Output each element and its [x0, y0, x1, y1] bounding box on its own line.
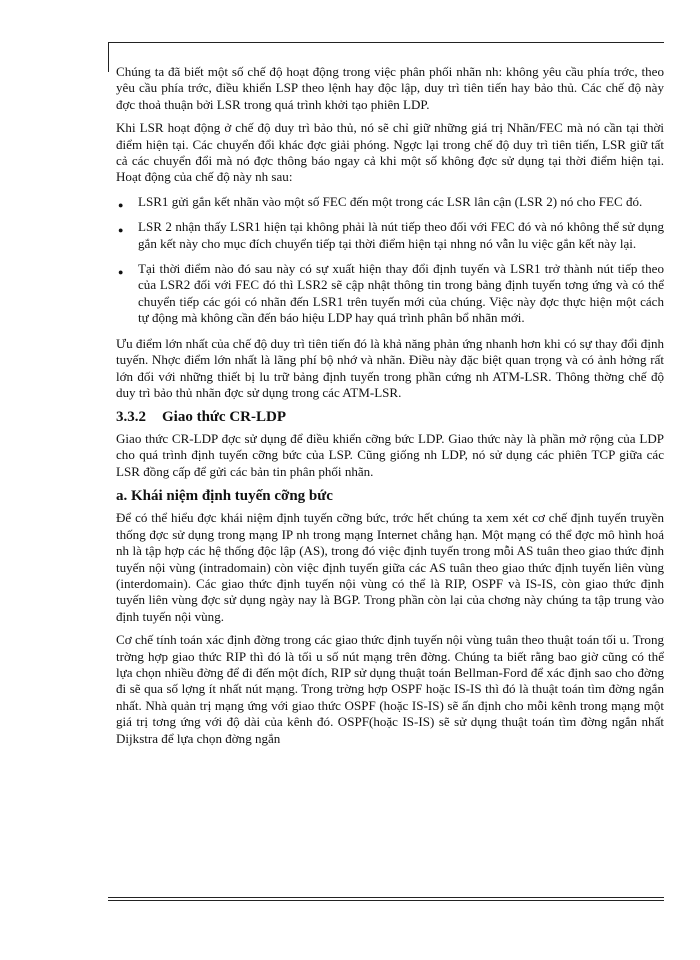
footer-rule	[108, 897, 664, 898]
header-rule	[108, 42, 664, 43]
section-title: Giao thức CR-LDP	[162, 409, 286, 426]
bullet-icon: ●	[118, 225, 124, 236]
bullet-icon: ●	[118, 267, 124, 278]
section-number: 3.3.2	[116, 409, 146, 426]
list-item	[116, 261, 664, 327]
bullet-icon: ●	[118, 199, 124, 210]
paragraph-path-computation: Cơ chế tính toán xác định đờng trong các giao thức định tuyến nội vùng tuân theo thuật toán tối u. Trong trờng hợp giao thức RIP thì đó là tối u số nút mạng trên đờng. Chúng ta biết rằng bao giờ cũng có thể lựa chọn nhiều đờng để đi đến một đích, RIP sử dụng thuật toán Bellman-Ford để xác định sao cho đờng đi sẽ qua số lợng ít nhất nút mạng. Trong trờng hợp OSPF hoặc IS-IS thì đó là thuật toán tìm đờng ngắn nhất. Nhà quản trị mạng ứng với giao thức OSPF (hoặc IS-IS) sẽ ấn định cho mỗi kênh trong mạng một giá trị tơng ứng với độ dài của kênh đó. OSPF(hoặc IS-IS) sẽ sử dụng thuật toán tìm đờng ngắn nhất Dijkstra để lựa chọn đờng ngắn	[116, 632, 664, 746]
list-item	[116, 219, 664, 252]
paragraph-routing-concept: Để có thể hiểu đợc khái niệm định tuyến cỡng bức, trớc hết chúng ta xem xét cơ chế định tuyến truyền thống đợc sử dụng trong mạng IP nh trong mạng Internet chẳng hạn. Một mạng có thể đợc mô hình hoá nh là tập hợp các hệ thống độc lập (AS), trong đó việc định tuyến trong mỗi AS tuân theo giao thức định tuyến nội vùng (intradomain) còn việc định tuyến giữa các AS tuân theo giao thức định tuyến liên vùng (interdomain). Các giao thức định tuyến nội vùng có thể là RIP, OSPF và IS-IS, còn giao thức định tuyến liên vùng đợc sử dụng ngày nay là BGP. Trong phần còn lại của chơng này chúng ta tập trung vào định tuyến nội vùng.	[116, 510, 664, 624]
page-body	[116, 64, 664, 754]
paragraph-intro: Chúng ta đã biết một số chế độ hoạt động trong việc phân phối nhãn nh: không yêu cầu phía trớc, theo yêu cầu phía trớc, điều khiển LSP theo lệnh hay độc lập, duy trì tiên tiến hay bảo thủ. Các chế độ này đợc thoả thuận bởi LSR trong quá trình khởi tạo phiên LDP.	[116, 64, 664, 112]
bullet-list	[116, 194, 664, 327]
list-item-text: LSR 2 nhận thấy LSR1 hiện tại không phải là nút tiếp theo đối với FEC đó và nó không thể sử dụng gắn kết này cho mục đích chuyển tiếp tại thời điểm hiện tại nhng nó vẫn lu việc gắn kết này lại.	[138, 219, 664, 251]
paragraph-retention-modes: Khi LSR hoạt động ở chế độ duy trì bảo thủ, nó sẽ chỉ giữ những giá trị Nhãn/FEC mà nó cần tại thời điểm hiện tại. Các chuyển đổi khác đợc giải phóng. Ngợc lại trong chế độ duy trì tiên tiến, LSR giữ tất cả các chuyển đổi mà nó đợc thông báo ngay cả khi một số không đợc sử dụng tại thời điểm hiện tại. Hoạt động của chế độ này nh sau:	[116, 120, 664, 185]
margin-rule	[108, 42, 109, 72]
paragraph-cr-ldp: Giao thức CR-LDP đợc sử dụng để điều khiển cỡng bức LDP. Giao thức này là phần mở rộng của LDP cho quá trình định tuyến cỡng bức của LSP. Cũng giống nh LDP, nó sử dụng các phiên TCP giữa các LSR đồng cấp để gửi các bản tin phân phối nhãn.	[116, 430, 664, 479]
list-item	[116, 194, 664, 210]
paragraph-advantages: Ưu điểm lớn nhất của chế độ duy trì tiên tiến đó là khả năng phản ứng nhanh hơn khi có sự thay đổi định tuyến. Nhợc điểm lớn nhất là lãng phí bộ nhớ và nhãn. Điều này đặc biệt quan trọng và có ảnh hởng rất lớn đối với những thiết bị lu trữ bảng định tuyến trong phần cứng nh ATM-LSR. Thông thờng chế độ duy trì bảo thủ nhãn đợc sử dụng trong các ATM-LSR.	[116, 335, 664, 400]
subsection-heading: a. Khái niệm định tuyến cỡng bức	[116, 487, 333, 504]
section-heading	[116, 409, 664, 425]
footer-rule-double	[108, 900, 664, 901]
list-item-text: LSR1 gửi gắn kết nhãn vào một số FEC đến một trong các LSR lân cận (LSR 2) nó cho FEC đó.	[138, 193, 643, 209]
list-item-text: Tại thời điểm nào đó sau này có sự xuất hiện thay đổi định tuyến và LSR1 trở thành nút tiếp theo của LSR2 đối với FEC đó thì LSR2 sẽ cập nhật thông tin trong bảng định tuyến tơng ứng và có thể chuyển tiếp các gói có nhãn đến LSR1 trên tuyến mới của chúng. Việc này đợc thực hiện một cách tự động mà không cần đến báo hiệu LDP hay quá trình phân bổ nhãn mới.	[138, 261, 664, 326]
